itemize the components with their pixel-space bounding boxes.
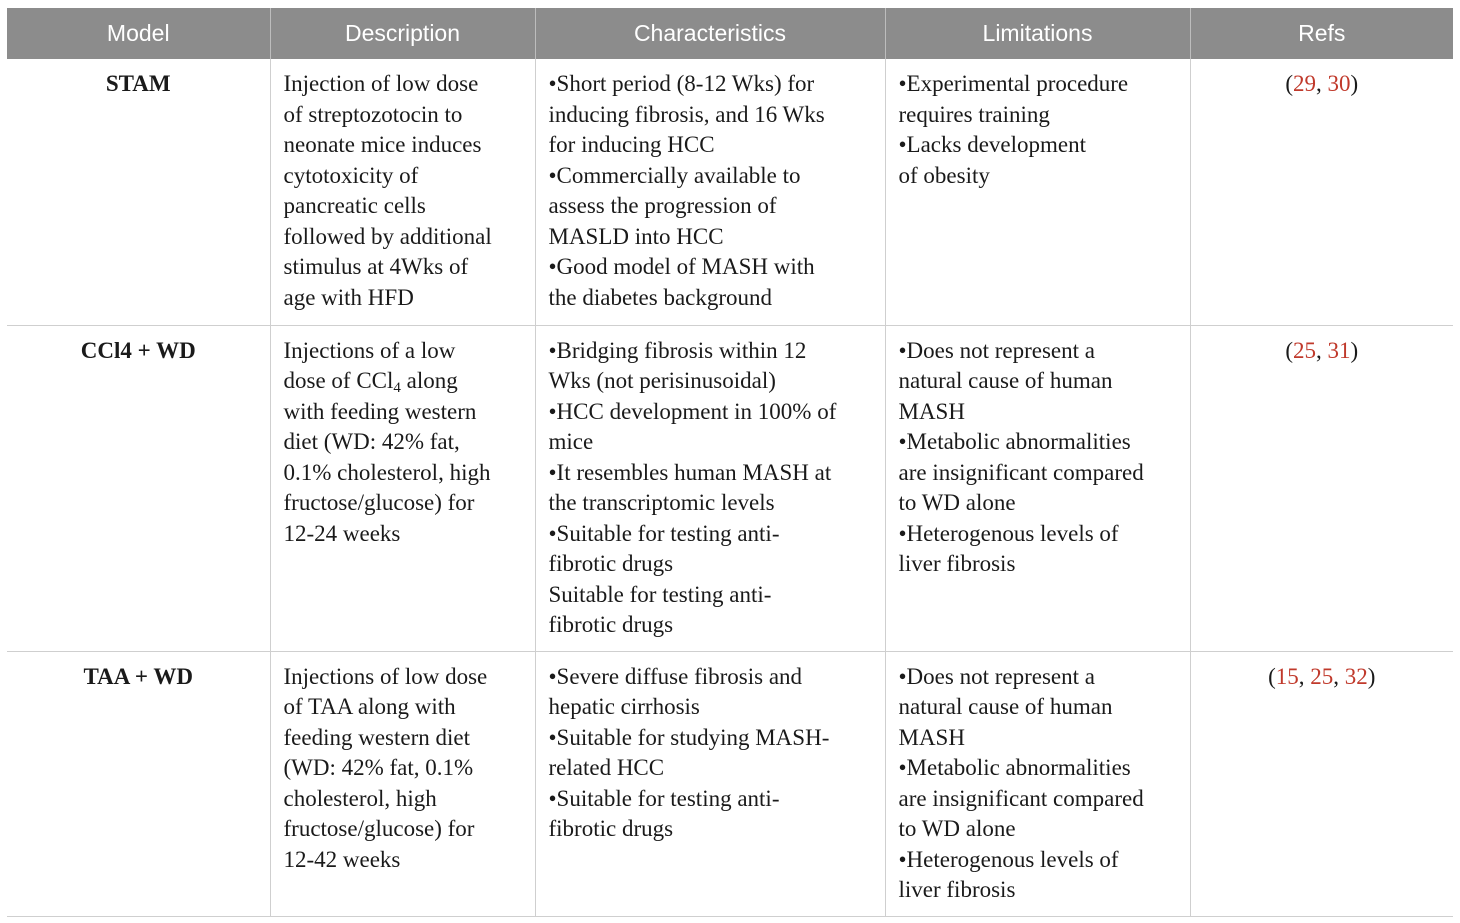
ref-separator: , xyxy=(1333,663,1345,689)
description-line-ccl4 xyxy=(284,366,522,397)
characteristics-line: fibrotic drugs xyxy=(548,551,674,576)
description-line: feeding western diet xyxy=(283,724,470,750)
limitations-line: natural cause of human xyxy=(898,694,1113,719)
cell-model: CCl4 + WD xyxy=(7,325,270,651)
characteristics-line: Wks (not perisinusoidal) xyxy=(548,368,776,393)
characteristics-line: for inducing HCC xyxy=(548,132,715,157)
characteristics-line: mice xyxy=(548,429,594,454)
table-row-ccl4-wd xyxy=(7,325,1453,651)
ref-close-paren: ) xyxy=(1367,663,1376,689)
description-line: 12-42 weeks xyxy=(283,846,401,872)
characteristics-line: •Severe diffuse fibrosis and xyxy=(548,663,803,689)
description-line: neonate mice induces xyxy=(283,132,482,157)
header-model: Model xyxy=(7,8,270,59)
characteristics-line: •Suitable for testing anti- xyxy=(548,520,780,546)
description-line: cytotoxicity of xyxy=(283,162,419,188)
ref-link[interactable]: 15 xyxy=(1275,663,1299,689)
limitations-line: of obesity xyxy=(898,162,990,188)
header-description: Description xyxy=(270,8,535,59)
cell-model: STAM xyxy=(7,59,270,325)
characteristics-line: •Commercially available to xyxy=(548,162,801,188)
characteristics-line: the transcriptomic levels xyxy=(548,490,775,515)
cell-characteristics xyxy=(535,651,885,916)
characteristics-line: •Short period (8-12 Wks) for xyxy=(548,71,815,96)
description-line: 12-24 weeks xyxy=(283,520,401,546)
description-line: diet (WD: 42% fat, xyxy=(283,429,460,454)
ref-separator: , xyxy=(1316,71,1328,96)
limitations-line: are insignificant compared xyxy=(898,459,1144,485)
ref-open-paren: ( xyxy=(1285,71,1293,96)
characteristics-line: •It resembles human MASH at xyxy=(548,459,832,485)
characteristics-line: •Good model of MASH with xyxy=(548,254,815,279)
header-limitations: Limitations xyxy=(885,8,1190,59)
characteristics-line: inducing fibrosis, and 16 Wks xyxy=(548,101,825,127)
description-line: of TAA along with xyxy=(283,694,456,719)
limitations-line: •Does not represent a xyxy=(898,337,1095,363)
cell-refs xyxy=(1190,651,1453,916)
limitations-line: liver fibrosis xyxy=(898,877,1016,902)
ref-open-paren: ( xyxy=(1285,337,1293,363)
limitations-line: •Experimental procedure xyxy=(898,71,1129,96)
characteristics-line: Suitable for testing anti- xyxy=(548,581,772,607)
ref-link[interactable]: 30 xyxy=(1327,71,1351,96)
limitations-line: •Metabolic abnormalities xyxy=(898,755,1131,780)
characteristics-line: hepatic cirrhosis xyxy=(548,694,700,719)
cell-description xyxy=(270,651,535,916)
cell-characteristics xyxy=(535,59,885,325)
ccl-prefix: dose of CCl xyxy=(283,368,394,393)
cell-characteristics xyxy=(535,325,885,651)
ref-link[interactable]: 25 xyxy=(1310,663,1334,689)
ref-link[interactable]: 29 xyxy=(1293,71,1316,96)
description-line: age with HFD xyxy=(283,284,414,310)
description-line: with feeding western xyxy=(283,398,477,424)
ccl-subscript: 4 xyxy=(393,380,401,396)
ref-link[interactable]: 32 xyxy=(1344,663,1368,689)
cell-model: TAA + WD xyxy=(7,651,270,916)
description-line: pancreatic cells xyxy=(283,193,426,218)
ref-link[interactable]: 25 xyxy=(1293,337,1316,363)
characteristics-line: •Bridging fibrosis within 12 xyxy=(548,337,807,363)
limitations-line: natural cause of human xyxy=(898,368,1113,393)
limitations-line: •Metabolic abnormalities xyxy=(898,429,1131,454)
characteristics-line: •Suitable for studying MASH- xyxy=(548,724,830,750)
ccl-suffix: along xyxy=(400,368,458,393)
characteristics-line: •HCC development in 100% of xyxy=(548,398,837,424)
limitations-line: •Heterogenous levels of xyxy=(898,846,1119,872)
characteristics-line: MASLD into HCC xyxy=(548,223,724,249)
description-line: Injections of low dose xyxy=(283,663,488,689)
cell-refs xyxy=(1190,59,1453,325)
limitations-line: to WD alone xyxy=(898,490,1016,515)
description-line: Injections of a low xyxy=(283,337,456,363)
description-line: fructose/glucose) for xyxy=(283,490,475,515)
header-characteristics: Characteristics xyxy=(535,8,885,59)
cell-description xyxy=(270,325,535,651)
cell-limitations xyxy=(885,325,1190,651)
description-line: cholesterol, high xyxy=(283,785,437,811)
description-line: (WD: 42% fat, 0.1% xyxy=(283,755,474,780)
cell-limitations xyxy=(885,59,1190,325)
limitations-line: requires training xyxy=(898,101,1050,127)
ref-open-paren: ( xyxy=(1268,663,1276,689)
ref-separator: , xyxy=(1316,337,1328,363)
table-row-stam xyxy=(7,59,1453,325)
limitations-line: MASH xyxy=(898,398,965,424)
description-line: of streptozotocin to xyxy=(283,101,463,127)
table-header-row xyxy=(7,8,1453,59)
description-line: fructose/glucose) for xyxy=(283,816,475,841)
description-line: stimulus at 4Wks of xyxy=(283,254,469,279)
limitations-line: to WD alone xyxy=(898,816,1016,841)
ref-close-paren: ) xyxy=(1350,71,1359,96)
limitations-line: liver fibrosis xyxy=(898,551,1016,576)
characteristics-line: assess the progression of xyxy=(548,193,777,218)
description-line: followed by additional xyxy=(283,223,492,249)
characteristics-line: •Suitable for testing anti- xyxy=(548,785,780,811)
limitations-line: MASH xyxy=(898,724,965,750)
ref-close-paren: ) xyxy=(1350,337,1359,363)
limitations-line: •Does not represent a xyxy=(898,663,1095,689)
mouse-models-table xyxy=(7,8,1453,917)
limitations-line: are insignificant compared xyxy=(898,785,1144,811)
characteristics-line: fibrotic drugs xyxy=(548,612,674,637)
characteristics-line: fibrotic drugs xyxy=(548,816,674,841)
limitations-line: •Lacks development xyxy=(898,132,1087,157)
models-table-container xyxy=(7,8,1453,917)
cell-limitations xyxy=(885,651,1190,916)
description-line: 0.1% cholesterol, high xyxy=(283,459,491,485)
table-row-taa-wd xyxy=(7,651,1453,916)
cell-description xyxy=(270,59,535,325)
ref-separator: , xyxy=(1298,663,1311,689)
header-refs: Refs xyxy=(1190,8,1453,59)
characteristics-line: related HCC xyxy=(548,755,665,780)
ref-link[interactable]: 31 xyxy=(1327,337,1351,363)
description-line: Injection of low dose xyxy=(283,71,479,96)
limitations-line: •Heterogenous levels of xyxy=(898,520,1119,546)
cell-refs xyxy=(1190,325,1453,651)
characteristics-line: the diabetes background xyxy=(548,284,773,310)
